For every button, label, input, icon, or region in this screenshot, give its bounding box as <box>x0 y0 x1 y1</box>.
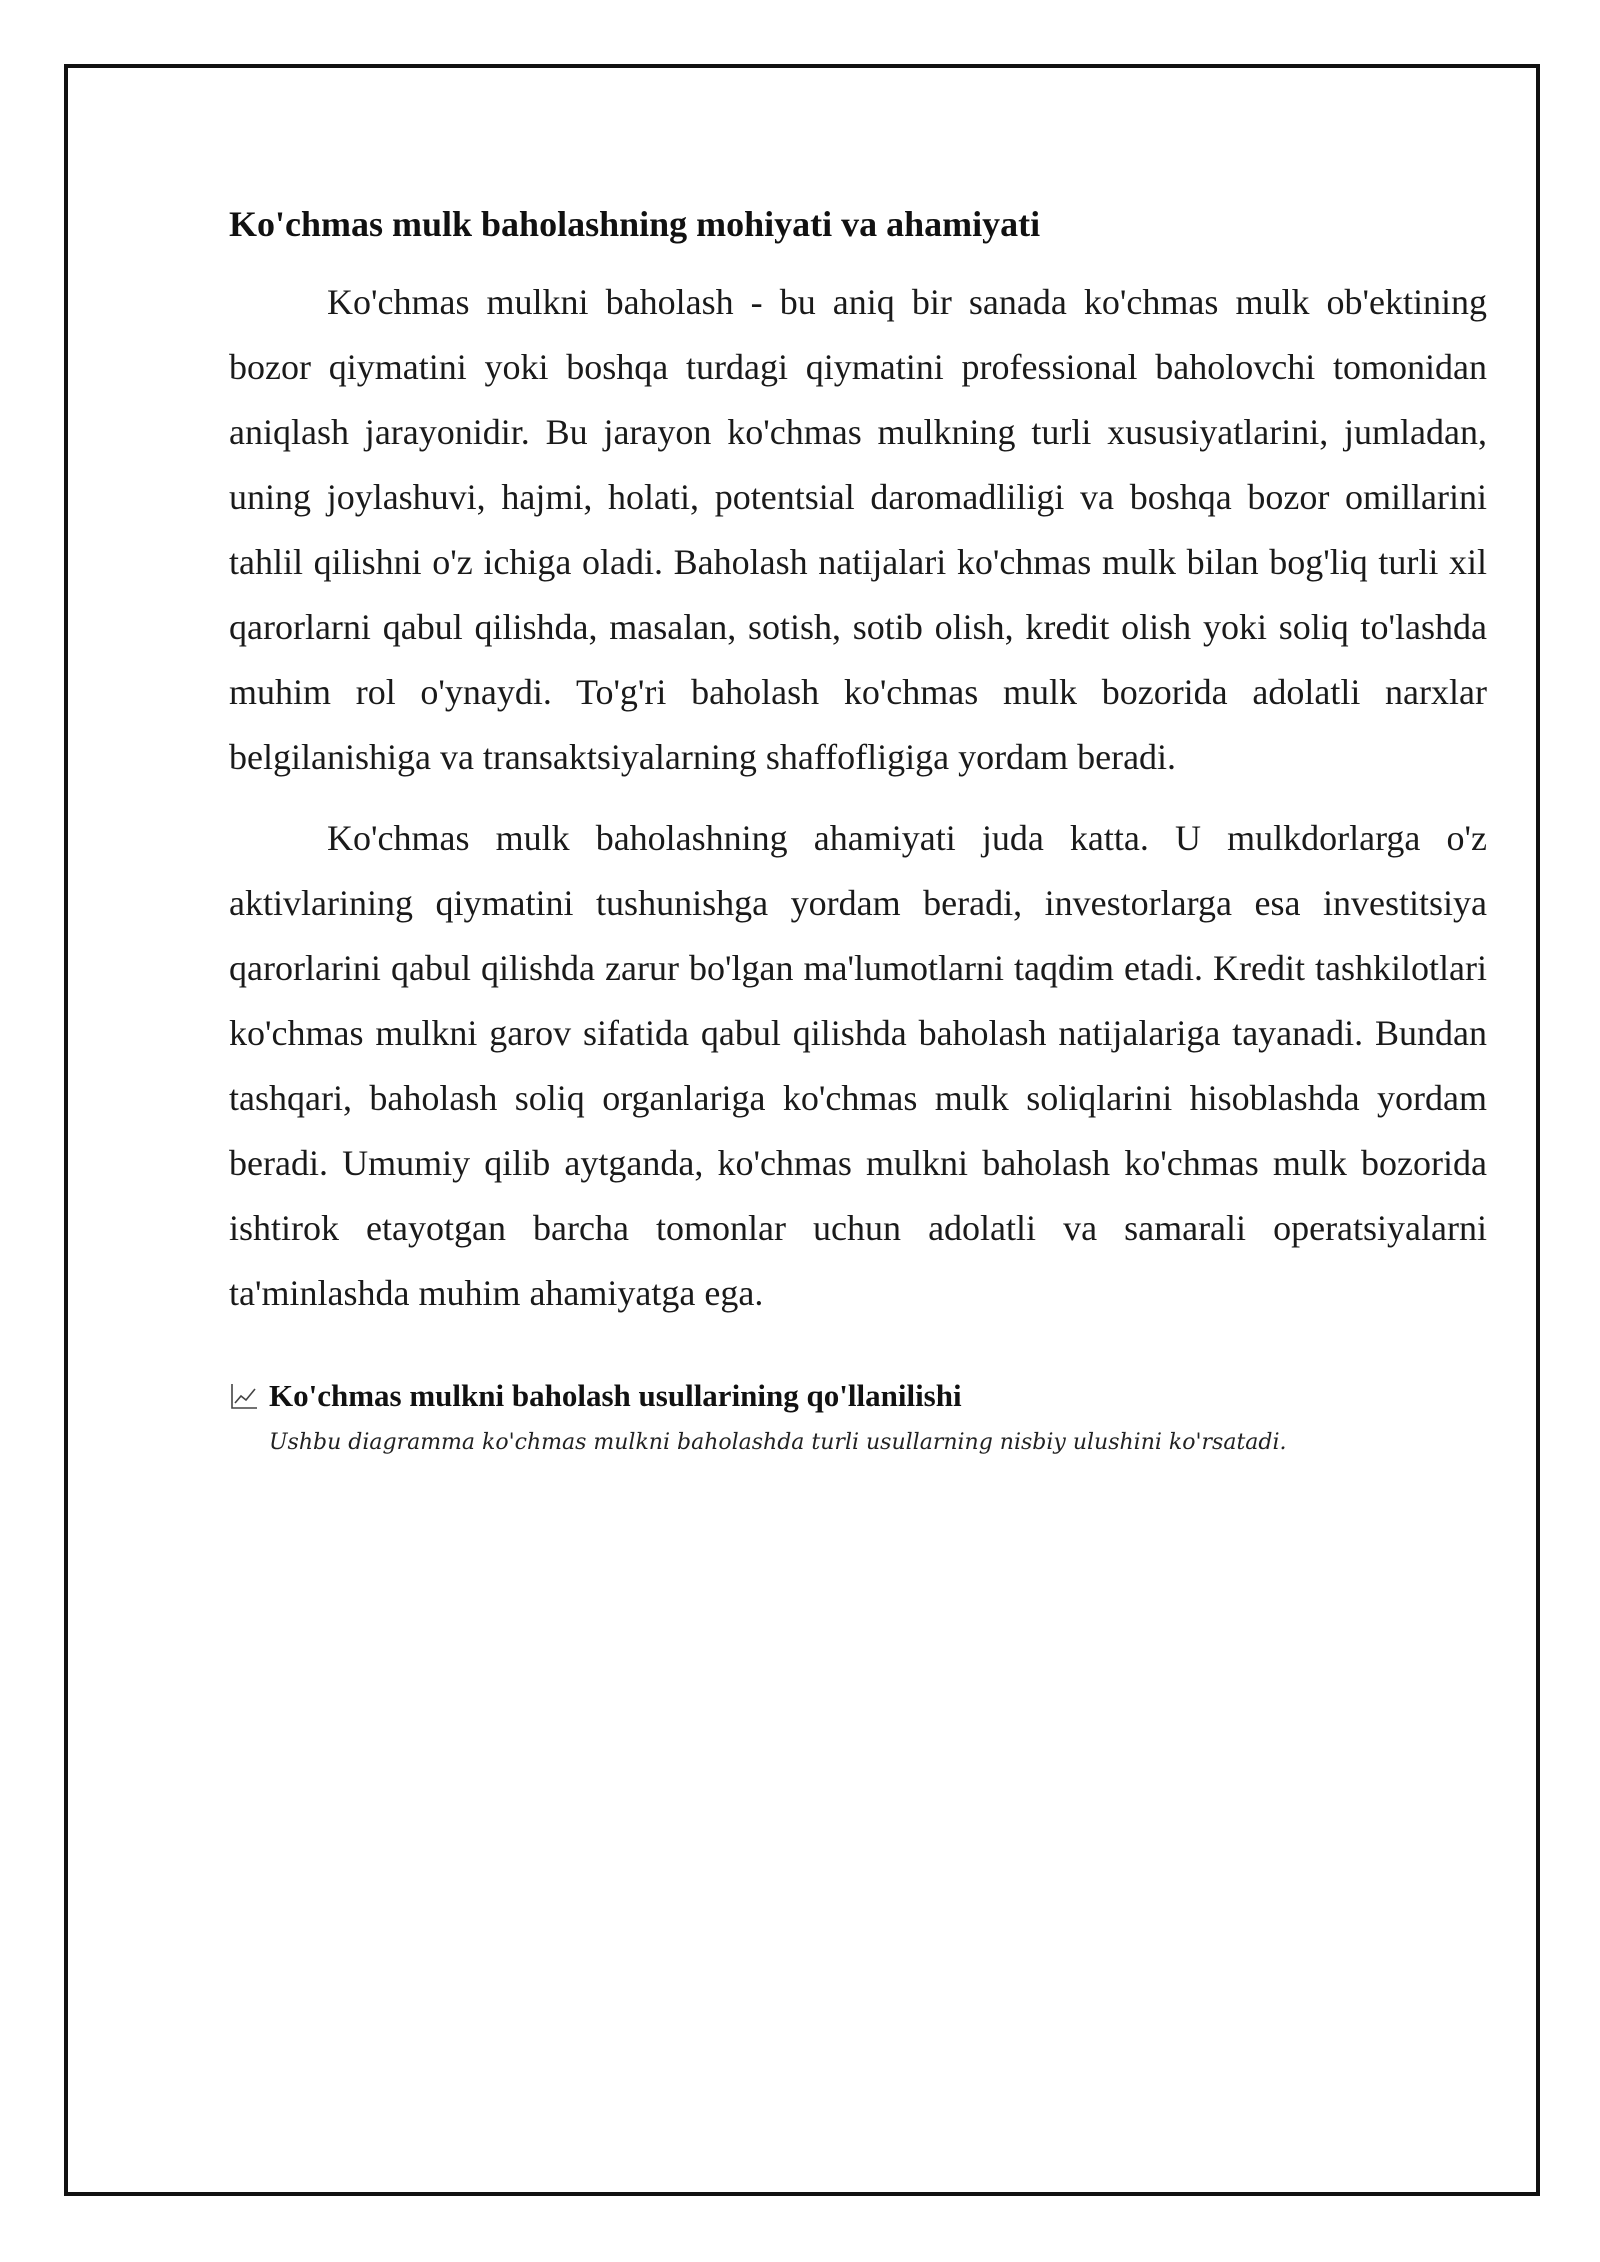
chart-caption: Ushbu diagramma ko'chmas mulkni baholashda turli usullarning nisbiy ulushini ko'rsatadi. <box>269 1430 1287 1455</box>
document-body <box>229 196 1487 1960</box>
chart-placeholder-area <box>229 1480 1487 1960</box>
paragraph-definition: Ko'chmas mulkni baholash - bu aniq bir sanada ko'chmas mulk ob'ektining bozor qiymatini yoki boshqa turdagi qiymatini professional baholovchi tomonidan aniqlash jarayonidir. Bu jarayon ko'chmas mulkning turli xususiyatlarini, jumladan, uning joylashuvi, hajmi, holati, potentsial daromadliligi va boshqa bozor omillarini tahlil qilishni o'z ichiga oladi. Baholash natijalari ko'chmas mulk bilan bog'liq turli xil qarorlarni qabul qilishda, masalan, sotish, sotib olish, kredit olish yoki soliq to'lashda muhim rol o'ynaydi. To'g'ri baholash ko'chmas mulk bozorida adolatli narxlar belgilanishiga va transaktsiyalarning shaffofligiga yordam beradi. <box>229 282 1487 777</box>
paragraph-importance: Ko'chmas mulk baholashning ahamiyati juda katta. U mulkdorlarga o'z aktivlarining qiymatini tushunishga yordam beradi, investorlarga esa investitsiya qarorlarini qabul qilishda zarur bo'lgan ma'lumotlarni taqdim etadi. Kredit tashkilotlari ko'chmas mulkni garov sifatida qabul qilishda baholash natijalariga tayanadi. Bundan tashqari, baholash soliq organlariga ko'chmas mulk soliqlarini hisoblashda yordam beradi. Umumiy qilib aytganda, ko'chmas mulkni baholash ko'chmas mulk bozorida ishtirok etayotgan barcha tomonlar uchun adolatli va samarali operatsiyalarni ta'minlashda muhim ahamiyatga ega. <box>229 818 1487 1313</box>
section-title: Ko'chmas mulk baholashning mohiyati va ahamiyati <box>229 204 1041 244</box>
chart-line-icon <box>229 1381 259 1411</box>
chart-heading <box>229 1374 1487 1418</box>
chart-heading-text: Ko'chmas mulkni baholash usullarining qo'llanilishi <box>269 1378 962 1413</box>
chart-block <box>229 1374 1487 1960</box>
